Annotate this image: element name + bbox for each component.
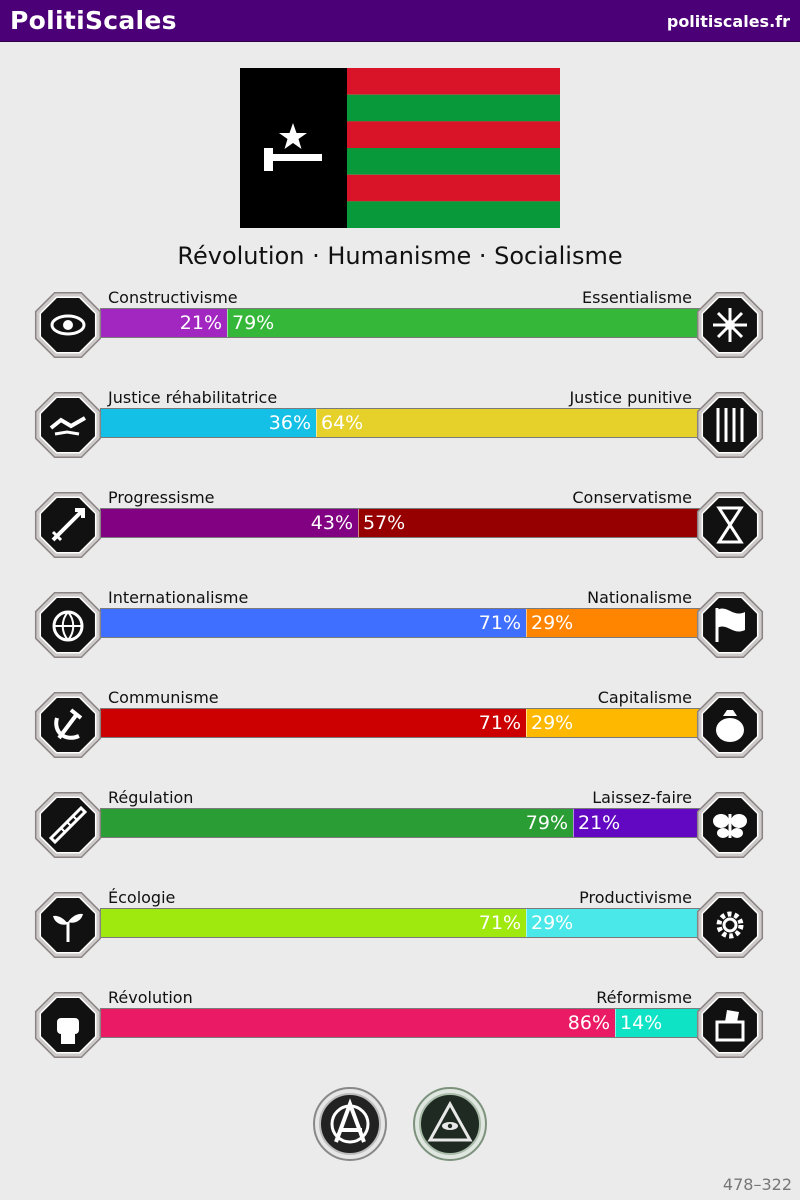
rocket-icon bbox=[31, 488, 105, 562]
axis-row bbox=[0, 588, 800, 668]
flower-icon bbox=[693, 288, 767, 362]
handshake-icon bbox=[31, 388, 105, 462]
prison-bars-icon bbox=[693, 388, 767, 462]
pyramid-eye-badge-icon bbox=[412, 1086, 488, 1162]
axis-left-segment bbox=[101, 409, 316, 437]
axis-row bbox=[0, 488, 800, 568]
axis-right-segment bbox=[227, 309, 699, 337]
axis-divider bbox=[227, 309, 228, 337]
axis-row bbox=[0, 388, 800, 468]
hammer-sickle-icon bbox=[31, 688, 105, 762]
axis-divider bbox=[526, 909, 527, 937]
axis-divider bbox=[526, 709, 527, 737]
axis-left-percent: 71% bbox=[478, 612, 521, 634]
axis-left-label: Révolution bbox=[108, 988, 193, 1007]
axis-left-label: Communisme bbox=[108, 688, 219, 707]
axis-right-percent: 29% bbox=[531, 712, 574, 734]
globe-icon bbox=[31, 588, 105, 662]
axis-right-segment bbox=[526, 609, 699, 637]
axis-right-label: Réformisme bbox=[596, 988, 692, 1007]
axis-left-segment bbox=[101, 709, 526, 737]
axis-left-percent: 36% bbox=[268, 412, 311, 434]
eye-icon bbox=[31, 288, 105, 362]
axis-divider bbox=[573, 809, 574, 837]
axis-right-segment bbox=[526, 909, 699, 937]
axis-bar bbox=[100, 808, 700, 838]
ruler-icon bbox=[31, 788, 105, 862]
axis-left-segment bbox=[101, 309, 227, 337]
axis-left-label: Internationalisme bbox=[108, 588, 249, 607]
hourglass-icon bbox=[693, 488, 767, 562]
axis-left-label: Justice réhabilitatrice bbox=[108, 388, 278, 407]
money-bag-icon bbox=[693, 688, 767, 762]
fist-icon bbox=[31, 988, 105, 1062]
brand-title: PolitiScales bbox=[10, 6, 177, 35]
axis-right-segment bbox=[615, 1009, 699, 1037]
axis-right-percent: 21% bbox=[578, 812, 621, 834]
axis-right-label: Justice punitive bbox=[569, 388, 692, 407]
axis-right-label: Nationalisme bbox=[587, 588, 692, 607]
axis-bar bbox=[100, 608, 700, 638]
axis-left-segment bbox=[101, 509, 358, 537]
result-flag bbox=[240, 68, 560, 228]
axis-left-label: Constructivisme bbox=[108, 288, 238, 307]
axis-right-percent: 29% bbox=[531, 612, 574, 634]
axis-right-percent: 14% bbox=[620, 1012, 663, 1034]
axis-divider bbox=[526, 609, 527, 637]
axis-left-label: Écologie bbox=[108, 888, 176, 907]
site-url-link[interactable]: politiscales.fr bbox=[666, 12, 790, 31]
axis-bar bbox=[100, 708, 700, 738]
butterfly-icon bbox=[693, 788, 767, 862]
flag-graphic bbox=[240, 68, 560, 228]
axis-row bbox=[0, 288, 800, 368]
axis-right-percent: 29% bbox=[531, 912, 574, 934]
axis-right-segment bbox=[316, 409, 699, 437]
axis-left-percent: 21% bbox=[179, 312, 222, 334]
axis-left-label: Régulation bbox=[108, 788, 194, 807]
badge-row bbox=[0, 1086, 800, 1164]
anarchy-badge-icon bbox=[312, 1086, 388, 1162]
axis-left-segment bbox=[101, 609, 526, 637]
axis-right-label: Laissez-faire bbox=[592, 788, 692, 807]
axis-bar bbox=[100, 308, 700, 338]
axis-left-segment bbox=[101, 1009, 615, 1037]
axis-left-percent: 71% bbox=[478, 912, 521, 934]
axis-right-segment bbox=[358, 509, 699, 537]
axis-row bbox=[0, 788, 800, 868]
axis-divider bbox=[615, 1009, 616, 1037]
axis-left-percent: 79% bbox=[525, 812, 568, 834]
axis-bar bbox=[100, 508, 700, 538]
axis-bar bbox=[100, 1008, 700, 1038]
axis-divider bbox=[358, 509, 359, 537]
axis-bar bbox=[100, 908, 700, 938]
axis-right-segment bbox=[573, 809, 699, 837]
axis-right-label: Essentialisme bbox=[582, 288, 692, 307]
axis-right-segment bbox=[526, 709, 699, 737]
axis-row bbox=[0, 988, 800, 1068]
result-code: 478–322 bbox=[722, 1175, 792, 1194]
axis-right-label: Productivisme bbox=[579, 888, 692, 907]
axis-bar bbox=[100, 408, 700, 438]
ideology-slogan: Révolution · Humanisme · Socialisme bbox=[177, 242, 623, 270]
axis-left-segment bbox=[101, 809, 573, 837]
axis-right-label: Conservatisme bbox=[572, 488, 692, 507]
axis-left-percent: 43% bbox=[310, 512, 353, 534]
gear-icon bbox=[693, 888, 767, 962]
axis-row bbox=[0, 888, 800, 968]
app-header bbox=[0, 0, 800, 42]
axis-right-label: Capitalisme bbox=[597, 688, 692, 707]
axis-left-percent: 71% bbox=[478, 712, 521, 734]
ballot-box-icon bbox=[693, 988, 767, 1062]
flag-icon bbox=[693, 588, 767, 662]
axis-left-segment bbox=[101, 909, 526, 937]
axis-right-percent: 64% bbox=[321, 412, 364, 434]
axis-row bbox=[0, 688, 800, 768]
axis-left-label: Progressisme bbox=[108, 488, 215, 507]
axis-right-percent: 79% bbox=[232, 312, 275, 334]
sprout-icon bbox=[31, 888, 105, 962]
axis-right-percent: 57% bbox=[363, 512, 406, 534]
axis-left-percent: 86% bbox=[567, 1012, 610, 1034]
axis-divider bbox=[316, 409, 317, 437]
